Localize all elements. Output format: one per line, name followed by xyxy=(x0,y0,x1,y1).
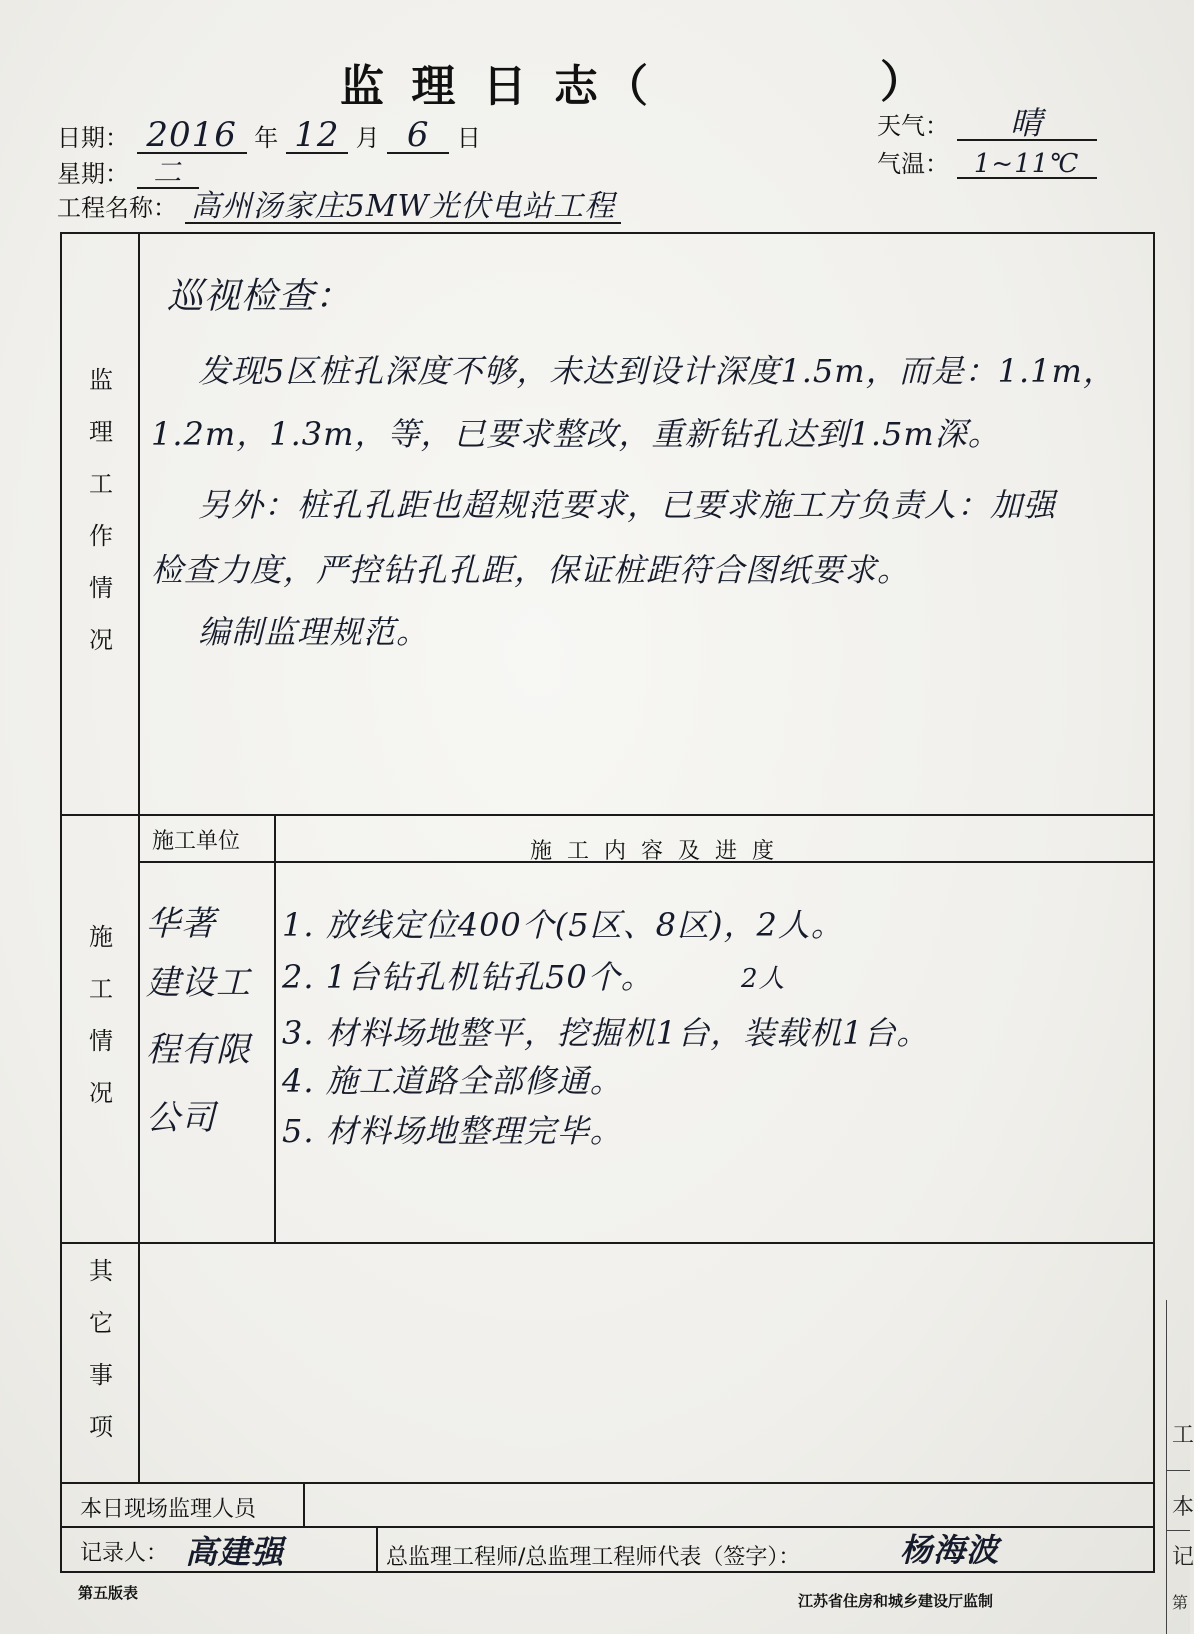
chief-engineer-signature: 杨海波 xyxy=(900,1531,1000,1569)
temperature-row xyxy=(877,144,1097,179)
progress-item: 4. 施工道路全部修通。 xyxy=(282,1062,623,1100)
construction-unit-line: 程有限 xyxy=(146,1030,251,1070)
construction-content-header: 施 工 内 容 及 进 度 xyxy=(530,839,778,864)
construction-unit-header: 施工单位 xyxy=(152,829,241,854)
date-day: 6 xyxy=(387,118,449,154)
date-year-unit: 年 xyxy=(254,124,279,152)
other-label-cell xyxy=(60,1242,138,1482)
weekday-value: 二 xyxy=(137,159,199,189)
staff-label: 本日现场监理人员 xyxy=(80,1497,257,1522)
date-day-unit: 日 xyxy=(456,124,481,152)
weekday-row xyxy=(57,154,199,189)
table-border-right xyxy=(1153,232,1155,1573)
recorder-signature: 高建强 xyxy=(185,1533,285,1571)
weather-label: 天气： xyxy=(877,112,949,140)
construction-label: 施工情况 xyxy=(84,924,113,1132)
supervision-line: 巡视检查： xyxy=(167,276,353,317)
progress-item: 3. 材料场地整平，挖掘机1台，装载机1台。 xyxy=(282,1014,930,1052)
temperature-label: 气温： xyxy=(877,150,949,178)
progress-item: 1. 放线定位400个(5区、8区)，2人。 xyxy=(282,906,844,944)
chief-engineer-label: 总监理工程师/总监理工程师代表（签字）： xyxy=(386,1545,801,1570)
progress-item: 2. 1台钻孔机钻孔50个。 xyxy=(282,958,654,996)
construction-unit-line: 华著 xyxy=(146,904,216,944)
date-month-unit: 月 xyxy=(355,124,380,152)
construction-unit-divider xyxy=(274,814,276,1242)
project-label: 工程名称： xyxy=(57,194,177,222)
supervision-line: 发现5区桩孔深度不够，未达到设计深度1.5m，而是：1.1m， xyxy=(198,352,1116,390)
staff-row-divider xyxy=(303,1482,305,1526)
form-title: 监 理 日 志（ xyxy=(340,61,654,112)
other-label: 其它事项 xyxy=(84,1258,113,1466)
label-column-divider xyxy=(138,232,140,1482)
adjacent-page-fragment: 工 xyxy=(1172,1423,1194,1448)
adjacent-page-fragment: 本 xyxy=(1172,1495,1194,1520)
supervision-label-cell xyxy=(60,232,138,814)
section-divider-1 xyxy=(60,814,1155,816)
adjacent-page-fragment: 记 xyxy=(1172,1545,1194,1570)
project-row xyxy=(57,188,621,224)
progress-item-workers: 2人 xyxy=(741,964,786,994)
supervision-line: 检查力度，严控钻孔孔距，保证桩距符合图纸要求。 xyxy=(151,551,911,589)
supervision-line: 1.2m，1.3m，等，已要求整改，重新钻孔达到1.5m深。 xyxy=(151,415,1001,453)
weather-row xyxy=(877,106,1097,141)
temperature-value: 1~11℃ xyxy=(957,151,1097,179)
date-year: 2016 xyxy=(137,118,247,154)
adjacent-page-line xyxy=(1166,1530,1190,1531)
progress-item: 5. 材料场地整理完毕。 xyxy=(282,1112,623,1150)
adjacent-page-line xyxy=(1166,1470,1190,1471)
supervision-label: 监理工作情况 xyxy=(84,367,113,679)
construction-unit-line: 建设工 xyxy=(146,963,251,1003)
table-border-top xyxy=(60,232,1155,234)
supervision-line: 另外：桩孔孔距也超规范要求，已要求施工方负责人：加强 xyxy=(198,486,1057,524)
recorder-label: 记录人： xyxy=(80,1541,169,1566)
supervision-line: 编制监理规范。 xyxy=(198,613,430,651)
date-row xyxy=(57,115,481,155)
signoff-row-divider xyxy=(376,1526,378,1571)
form-title-close: ） xyxy=(880,57,930,108)
weekday-label: 星期： xyxy=(57,160,129,188)
construction-label-cell xyxy=(60,814,138,1242)
construction-unit-line: 公司 xyxy=(146,1098,216,1138)
form-version: 第五版表 xyxy=(78,1584,139,1602)
project-name: 高州汤家庄5MW光伏电站工程 xyxy=(185,192,622,224)
form-issuer: 江苏省住房和城乡建设厅监制 xyxy=(798,1592,994,1610)
adjacent-page-border xyxy=(1166,1300,1167,1634)
adjacent-page-fragment: 第 xyxy=(1172,1593,1189,1612)
section-divider-2 xyxy=(60,1242,1155,1244)
date-label: 日期： xyxy=(57,124,129,152)
weather-value: 晴 xyxy=(957,107,1097,141)
date-month: 12 xyxy=(286,118,348,154)
section-divider-3 xyxy=(60,1482,1155,1484)
